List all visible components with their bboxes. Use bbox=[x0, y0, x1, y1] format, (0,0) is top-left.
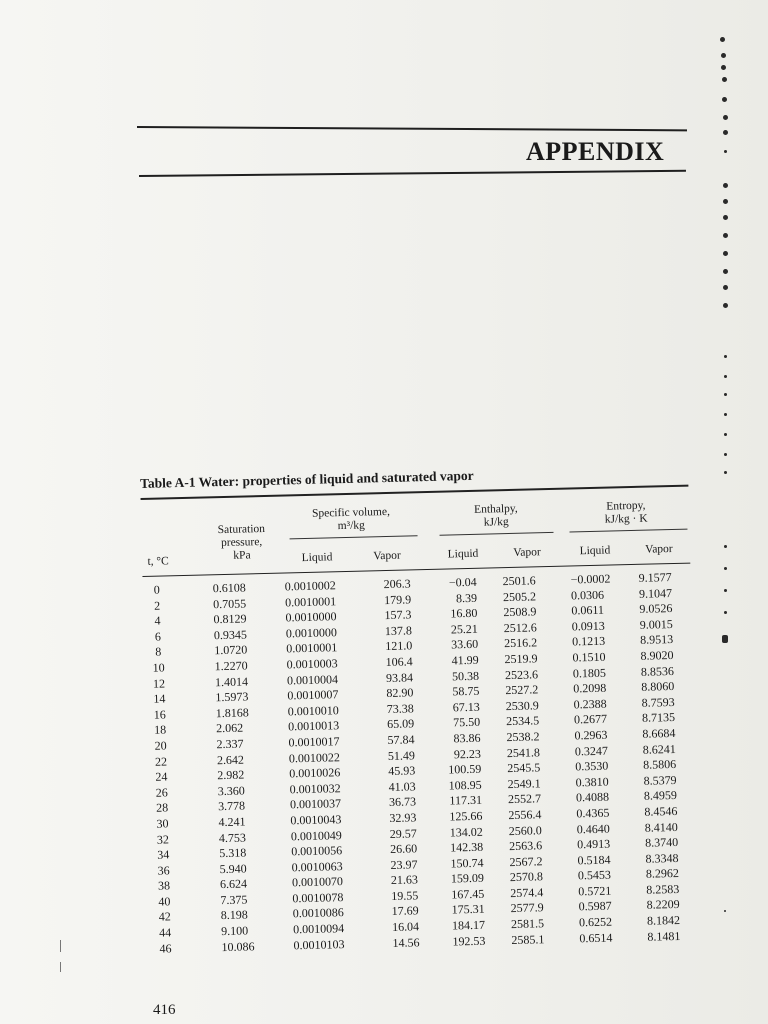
entropy-vapor-cell: 8.4140 bbox=[644, 819, 678, 835]
entropy-vapor-cell: 9.0526 bbox=[639, 601, 673, 617]
enthalpy-liquid-cell: 41.99 bbox=[451, 652, 479, 668]
pressure-cell: 0.9345 bbox=[213, 627, 248, 643]
volume-vapor-cell: 57.84 bbox=[387, 732, 415, 747]
volume-vapor-cell: 21.63 bbox=[390, 872, 419, 888]
pressure-cell: 1.4014 bbox=[214, 673, 249, 689]
enthalpy-vapor-cell: 2581.5 bbox=[510, 916, 545, 932]
enthalpy-liquid-cell: 67.13 bbox=[452, 699, 480, 715]
pressure-cell: 1.0720 bbox=[214, 642, 248, 658]
header-entropy-vapor: Vapor bbox=[645, 542, 673, 556]
entropy-liquid-cell: 0.4088 bbox=[575, 789, 610, 805]
entropy-liquid-cell: 0.0611 bbox=[571, 602, 605, 618]
entropy-liquid-cell: 0.3810 bbox=[575, 774, 609, 790]
pressure-cell: 0.8129 bbox=[213, 611, 247, 627]
entropy-liquid-cell: 0.1805 bbox=[572, 665, 607, 681]
enthalpy-vapor-cell: 2541.8 bbox=[506, 744, 541, 760]
enthalpy-liquid-cell: 134.02 bbox=[449, 824, 483, 840]
entropy-vapor-cell: 8.7135 bbox=[641, 710, 676, 726]
header-pressure-line2: pressure, bbox=[220, 535, 263, 549]
pressure-cell: 1.2270 bbox=[214, 658, 248, 674]
volume-liquid-cell: 0.0010003 bbox=[286, 656, 338, 672]
enthalpy-liquid-cell: 184.17 bbox=[451, 917, 486, 933]
entropy-vapor-cell: 8.8536 bbox=[640, 663, 675, 679]
enthalpy-vapor-cell: 2519.9 bbox=[504, 651, 538, 667]
entropy-vapor-cell: 9.0015 bbox=[639, 616, 673, 632]
entropy-liquid-cell: 0.5453 bbox=[577, 867, 612, 883]
entropy-vapor-cell: 8.4546 bbox=[644, 803, 678, 819]
enthalpy-liquid-cell: 25.21 bbox=[450, 621, 478, 637]
entropy-vapor-cell: 8.5379 bbox=[643, 772, 677, 788]
temperature-cell: 38 bbox=[157, 878, 171, 893]
header-specific-volume: Specific volume, bbox=[311, 505, 391, 520]
margin-mark bbox=[60, 962, 61, 972]
volume-liquid-cell: 0.0010094 bbox=[292, 921, 345, 937]
enthalpy-vapor-cell: 2530.9 bbox=[505, 698, 539, 713]
pressure-cell: 9.100 bbox=[220, 923, 249, 939]
volume-liquid-cell: 0.0010063 bbox=[291, 858, 343, 875]
enthalpy-liquid-cell: 83.86 bbox=[453, 730, 481, 746]
entropy-vapor-cell: 8.6684 bbox=[642, 725, 676, 741]
enthalpy-liquid-cell: 125.66 bbox=[449, 808, 483, 824]
volume-vapor-cell: 73.38 bbox=[386, 701, 414, 716]
margin-mark bbox=[60, 940, 61, 952]
enthalpy-vapor-cell: 2505.2 bbox=[502, 588, 537, 604]
entropy-liquid-cell: 0.2677 bbox=[573, 712, 608, 727]
entropy-liquid-cell: 0.6514 bbox=[579, 930, 613, 946]
header-enthalpy-units: kJ/kg bbox=[483, 515, 509, 529]
entropy-liquid-cell: 0.5987 bbox=[578, 899, 612, 914]
entropy-liquid-cell: 0.1213 bbox=[572, 634, 606, 649]
pressure-cell: 4.241 bbox=[218, 814, 246, 830]
temperature-cell: 8 bbox=[155, 644, 162, 660]
entropy-liquid-cell: 0.4365 bbox=[576, 805, 610, 821]
entropy-liquid-cell: −0.0002 bbox=[570, 571, 611, 587]
volume-vapor-cell: 45.93 bbox=[388, 763, 416, 779]
specific-volume-group-rule bbox=[290, 535, 418, 539]
volume-liquid-cell: 0.0010010 bbox=[287, 702, 339, 719]
entropy-vapor-cell: 8.1842 bbox=[646, 913, 681, 928]
volume-liquid-cell: 0.0010000 bbox=[285, 609, 337, 625]
header-entropy-units: kJ/kg · K bbox=[604, 512, 648, 526]
header-specific-volume-units: m³/kg bbox=[337, 519, 365, 532]
temperature-cell: 30 bbox=[156, 816, 169, 831]
volume-liquid-cell: 0.0010001 bbox=[286, 640, 338, 656]
bottom-rule bbox=[139, 170, 686, 177]
water-properties-table bbox=[140, 462, 712, 957]
entropy-vapor-cell: 8.2962 bbox=[645, 866, 680, 882]
pressure-cell: 0.6108 bbox=[212, 580, 246, 596]
entropy-liquid-cell: 0.1510 bbox=[572, 649, 606, 665]
volume-vapor-cell: 137.8 bbox=[384, 623, 413, 638]
enthalpy-vapor-cell: 2523.6 bbox=[504, 666, 539, 682]
enthalpy-liquid-cell: 50.38 bbox=[451, 668, 480, 683]
volume-vapor-cell: 93.84 bbox=[385, 669, 414, 685]
temperature-cell: 22 bbox=[154, 753, 168, 769]
volume-vapor-cell: 51.49 bbox=[387, 747, 416, 763]
enthalpy-vapor-cell: 2516.2 bbox=[504, 635, 538, 651]
volume-vapor-cell: 206.3 bbox=[383, 576, 411, 592]
entropy-vapor-cell: 8.3348 bbox=[645, 850, 679, 866]
entropy-vapor-cell: 8.7593 bbox=[641, 694, 675, 710]
temperature-cell: 14 bbox=[153, 691, 166, 706]
enthalpy-vapor-cell: 2534.5 bbox=[505, 713, 540, 729]
volume-vapor-cell: 106.4 bbox=[385, 654, 413, 670]
temperature-cell: 34 bbox=[157, 847, 170, 862]
temperature-cell: 46 bbox=[159, 941, 172, 956]
volume-liquid-cell: 0.0010056 bbox=[291, 843, 343, 859]
volume-vapor-cell: 41.03 bbox=[388, 779, 416, 794]
pressure-cell: 7.375 bbox=[220, 892, 248, 908]
enthalpy-vapor-cell: 2552.7 bbox=[507, 791, 542, 807]
entropy-liquid-cell: 0.4640 bbox=[576, 821, 610, 836]
volume-vapor-cell: 29.57 bbox=[389, 825, 417, 841]
pressure-cell: 8.198 bbox=[220, 907, 248, 923]
volume-vapor-cell: 19.55 bbox=[391, 888, 419, 903]
binding-edge-specks bbox=[712, 15, 752, 935]
enthalpy-group-rule bbox=[440, 531, 554, 535]
entropy-liquid-cell: 0.4913 bbox=[576, 836, 611, 852]
enthalpy-vapor-cell: 2538.2 bbox=[506, 729, 540, 745]
volume-liquid-cell: 0.0010007 bbox=[287, 687, 339, 703]
volume-liquid-cell: 0.0010017 bbox=[288, 734, 340, 750]
enthalpy-vapor-cell: 2585.1 bbox=[511, 931, 545, 947]
enthalpy-vapor-cell: 2563.6 bbox=[508, 838, 543, 854]
entropy-liquid-cell: 0.0306 bbox=[570, 587, 605, 603]
pressure-cell: 2.982 bbox=[217, 767, 245, 783]
enthalpy-liquid-cell: −0.04 bbox=[448, 574, 477, 590]
pressure-cell: 2.337 bbox=[216, 736, 244, 752]
temperature-cell: 28 bbox=[155, 800, 169, 816]
temperature-cell: 26 bbox=[155, 785, 168, 800]
pressure-cell: 5.318 bbox=[219, 845, 247, 861]
entropy-vapor-cell: 8.5806 bbox=[643, 757, 677, 772]
enthalpy-liquid-cell: 33.60 bbox=[451, 637, 479, 652]
volume-liquid-cell: 0.0010026 bbox=[289, 765, 341, 781]
volume-liquid-cell: 0.0010086 bbox=[292, 905, 344, 921]
enthalpy-vapor-cell: 2527.2 bbox=[505, 682, 539, 698]
volume-vapor-cell: 32.93 bbox=[389, 810, 417, 825]
temperature-cell: 36 bbox=[157, 863, 170, 878]
enthalpy-vapor-cell: 2549.1 bbox=[507, 776, 541, 791]
temperature-cell: 18 bbox=[154, 722, 167, 738]
entropy-vapor-cell: 8.4959 bbox=[643, 788, 678, 804]
pressure-cell: 3.778 bbox=[217, 798, 246, 814]
temperature-cell: 4 bbox=[154, 613, 161, 628]
volume-liquid-cell: 0.0010004 bbox=[286, 671, 339, 688]
volume-liquid-cell: 0.0010070 bbox=[291, 874, 344, 890]
enthalpy-liquid-cell: 150.74 bbox=[450, 855, 484, 871]
enthalpy-liquid-cell: 58.75 bbox=[452, 683, 480, 699]
header-enthalpy: Enthalpy, bbox=[473, 502, 518, 516]
entropy-liquid-cell: 0.3530 bbox=[575, 758, 609, 774]
volume-vapor-cell: 23.97 bbox=[390, 857, 418, 872]
volume-vapor-cell: 121.0 bbox=[385, 638, 413, 654]
volume-liquid-cell: 0.0010001 bbox=[284, 593, 337, 610]
volume-vapor-cell: 179.9 bbox=[383, 592, 412, 607]
temperature-cell: 6 bbox=[154, 629, 162, 644]
enthalpy-liquid-cell: 175.31 bbox=[451, 902, 485, 917]
volume-liquid-cell: 0.0010103 bbox=[293, 936, 345, 953]
entropy-liquid-cell: 0.5721 bbox=[578, 883, 612, 899]
entropy-vapor-cell: 8.1481 bbox=[647, 928, 681, 944]
entropy-vapor-cell: 9.1577 bbox=[638, 570, 672, 585]
volume-liquid-cell: 0.0010049 bbox=[290, 827, 342, 843]
temperature-cell: 24 bbox=[155, 769, 168, 784]
entropy-vapor-cell: 8.8060 bbox=[641, 679, 675, 694]
volume-liquid-cell: 0.0010037 bbox=[289, 796, 342, 812]
volume-liquid-cell: 0.0010013 bbox=[288, 718, 340, 734]
enthalpy-vapor-cell: 2512.6 bbox=[503, 620, 537, 635]
enthalpy-liquid-cell: 117.31 bbox=[449, 793, 483, 808]
temperature-cell: 32 bbox=[156, 831, 170, 847]
temperature-cell: 16 bbox=[153, 707, 166, 722]
temperature-cell: 42 bbox=[158, 909, 171, 925]
enthalpy-liquid-cell: 92.23 bbox=[453, 746, 482, 761]
volume-vapor-cell: 82.90 bbox=[386, 685, 414, 701]
entropy-vapor-cell: 8.3740 bbox=[644, 835, 679, 850]
pressure-cell: 3.360 bbox=[217, 783, 245, 798]
entropy-vapor-cell: 8.6241 bbox=[642, 741, 676, 757]
top-rule bbox=[137, 126, 687, 131]
pressure-cell: 6.624 bbox=[219, 876, 248, 892]
temperature-cell: 2 bbox=[153, 598, 161, 613]
header-temperature: t, °C bbox=[147, 554, 169, 568]
table-body bbox=[143, 569, 712, 957]
enthalpy-liquid-cell: 16.80 bbox=[450, 605, 478, 621]
volume-liquid-cell: 0.0010043 bbox=[290, 812, 342, 828]
table-caption: Table A-1 Water: properties of liquid and saturated vapor bbox=[140, 467, 474, 491]
header-entropy-liquid: Liquid bbox=[579, 544, 611, 557]
enthalpy-vapor-cell: 2501.6 bbox=[502, 573, 536, 589]
appendix-title: APPENDIX bbox=[526, 137, 665, 166]
header-pressure-line3: kPa bbox=[233, 548, 251, 562]
table-header bbox=[141, 486, 703, 576]
volume-vapor-cell: 16.04 bbox=[391, 919, 420, 935]
volume-vapor-cell: 14.56 bbox=[392, 934, 420, 950]
page-number: 416 bbox=[153, 1002, 176, 1018]
entropy-vapor-cell: 8.9513 bbox=[639, 632, 674, 648]
entropy-liquid-cell: 0.3247 bbox=[574, 743, 609, 758]
temperature-cell: 20 bbox=[154, 738, 167, 753]
temperature-cell: 12 bbox=[152, 676, 166, 691]
volume-vapor-cell: 65.09 bbox=[386, 716, 415, 732]
header-volume-vapor: Vapor bbox=[373, 549, 401, 562]
entropy-vapor-cell: 8.9020 bbox=[640, 647, 674, 663]
entropy-liquid-cell: 0.0913 bbox=[571, 618, 605, 634]
enthalpy-liquid-cell: 167.45 bbox=[451, 886, 485, 902]
pressure-cell: 0.7055 bbox=[212, 596, 247, 611]
volume-liquid-cell: 0.0010022 bbox=[288, 749, 341, 765]
entropy-liquid-cell: 0.6252 bbox=[578, 914, 613, 930]
pressure-cell: 4.753 bbox=[218, 830, 247, 845]
volume-vapor-cell: 17.69 bbox=[391, 903, 419, 919]
enthalpy-liquid-cell: 159.09 bbox=[450, 871, 485, 886]
enthalpy-liquid-cell: 8.39 bbox=[455, 590, 478, 605]
header-pressure-line1: Saturation bbox=[217, 522, 266, 536]
enthalpy-vapor-cell: 2567.2 bbox=[509, 853, 543, 869]
entropy-vapor-cell: 8.2583 bbox=[646, 881, 680, 897]
pressure-cell: 2.642 bbox=[216, 752, 245, 767]
temperature-cell: 44 bbox=[158, 925, 172, 940]
enthalpy-vapor-cell: 2574.4 bbox=[510, 885, 544, 900]
header-enthalpy-vapor: Vapor bbox=[513, 545, 541, 559]
enthalpy-vapor-cell: 2577.9 bbox=[510, 900, 544, 916]
volume-liquid-cell: 0.0010078 bbox=[292, 890, 344, 906]
entropy-vapor-cell: 9.1047 bbox=[638, 585, 673, 601]
enthalpy-liquid-cell: 108.95 bbox=[448, 777, 482, 793]
enthalpy-liquid-cell: 142.38 bbox=[450, 839, 484, 855]
volume-liquid-cell: 0.0010032 bbox=[289, 780, 341, 797]
volume-liquid-cell: 0.0010000 bbox=[285, 625, 338, 641]
enthalpy-vapor-cell: 2560.0 bbox=[508, 822, 542, 838]
entropy-liquid-cell: 0.2098 bbox=[573, 680, 607, 696]
volume-vapor-cell: 36.73 bbox=[388, 794, 417, 810]
pressure-cell: 2.062 bbox=[216, 720, 244, 736]
enthalpy-liquid-cell: 100.59 bbox=[448, 761, 482, 777]
entropy-group-rule bbox=[569, 528, 687, 532]
entropy-liquid-cell: 0.2963 bbox=[574, 727, 608, 743]
header-enthalpy-liquid: Liquid bbox=[447, 547, 479, 561]
enthalpy-vapor-cell: 2508.9 bbox=[503, 604, 537, 620]
header-entropy: Entropy, bbox=[606, 499, 646, 513]
entropy-liquid-cell: 0.5184 bbox=[577, 852, 611, 868]
pressure-cell: 5.940 bbox=[219, 861, 247, 876]
enthalpy-liquid-cell: 192.53 bbox=[452, 933, 486, 949]
pressure-cell: 1.8168 bbox=[215, 705, 249, 720]
pressure-cell: 1.5973 bbox=[215, 689, 249, 705]
volume-vapor-cell: 157.3 bbox=[384, 607, 412, 623]
header-volume-liquid: Liquid bbox=[301, 550, 333, 564]
enthalpy-vapor-cell: 2545.5 bbox=[507, 760, 541, 776]
entropy-vapor-cell: 8.2209 bbox=[646, 897, 680, 913]
enthalpy-vapor-cell: 2556.4 bbox=[508, 807, 542, 823]
volume-vapor-cell: 26.60 bbox=[390, 841, 418, 857]
pressure-cell: 10.086 bbox=[221, 939, 255, 954]
temperature-cell: 40 bbox=[158, 894, 171, 909]
temperature-cell: 10 bbox=[152, 660, 165, 675]
enthalpy-vapor-cell: 2570.8 bbox=[509, 869, 544, 885]
entropy-liquid-cell: 0.2388 bbox=[573, 696, 607, 712]
volume-liquid-cell: 0.0010002 bbox=[284, 578, 336, 594]
temperature-cell: 0 bbox=[153, 582, 160, 597]
enthalpy-liquid-cell: 75.50 bbox=[452, 715, 481, 730]
